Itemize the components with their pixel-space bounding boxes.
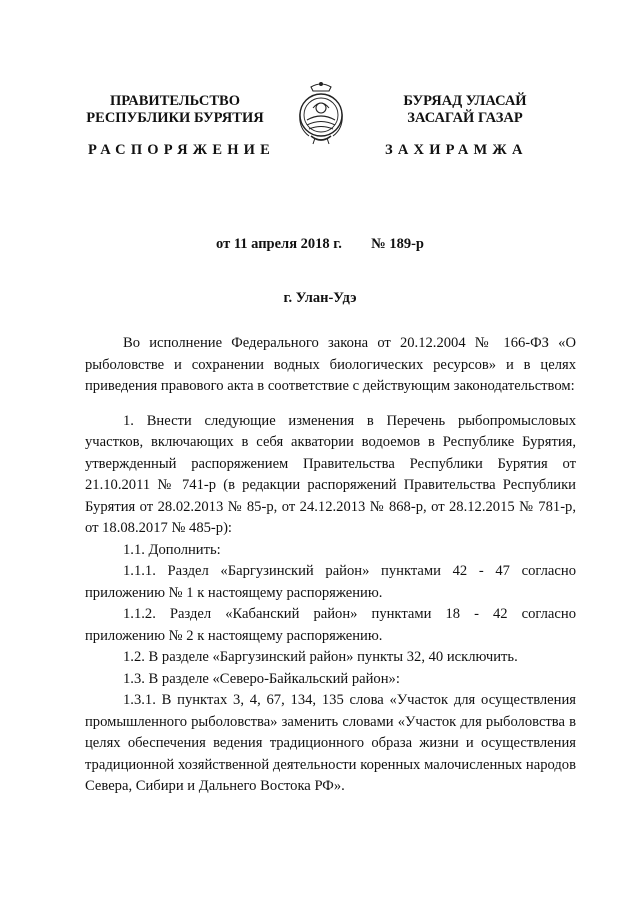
government-title-ru	[70, 93, 280, 127]
document-date-number	[0, 236, 640, 253]
government-title-bua	[360, 93, 570, 127]
item-1-1-paragraph: 1.1. Дополнить:	[123, 541, 221, 558]
item-1-paragraph: 1. Внести следующие изменения в Перечень рыбопромысловых участков, включающих в себя акватории водоемов в Республике Бурятия, утвержденный распоряжением Правительства Республики Бурятия от 21.10.2011 № 741-р (в редакции распоряжений Правительства Республики Бурятия от 28.02.2013 № 85-р, от 24.12.2013 № 868-р, от 28.12.2015 № 781-р, от 18.08.2017 № 485-р):	[85, 412, 576, 536]
item-1-1-1-paragraph: 1.1.1. Раздел «Баргузинский район» пунктами 42 - 47 согласно приложению № 1 к настоящему распоряжению.	[85, 563, 576, 601]
coat-of-arms-emblem	[293, 78, 349, 146]
document-date: от 11 апреля 2018 г.	[216, 236, 342, 252]
document-body	[85, 333, 576, 798]
item-1-3-1-paragraph: 1.3.1. В пунктах 3, 4, 67, 134, 135 слова «Участок для осуществления промышленного рыболовства» заменить словами «Участок для рыболовства в целях обеспечения ведения традиционного образа жизни и осуществления традиционной хозяйственной деятельности коренных малочисленных народов Севера, Сибири и Дальнего Востока РФ».	[85, 692, 576, 794]
document-number: № 189-р	[371, 236, 424, 252]
document-city: г. Улан-Удэ	[283, 290, 357, 306]
document-type-ru: РАСПОРЯЖЕНИЕ	[88, 142, 276, 158]
item-1-3-paragraph: 1.3. В разделе «Северо-Байкальский район»:	[123, 670, 400, 687]
government-title-ru-line1: ПРАВИТЕЛЬСТВО	[110, 93, 240, 109]
government-title-ru-line2: РЕСПУБЛИКИ БУРЯТИЯ	[86, 110, 264, 126]
preamble-paragraph: Во исполнение Федерального закона от 20.12.2004 № 166-ФЗ «О рыболовстве и сохранении водных биологических ресурсов» и в целях приведения правового акта в соответствие с действующим законодательством:	[85, 335, 576, 394]
government-title-bua-line2: ЗАСАГАЙ ГАЗАР	[407, 110, 523, 126]
government-title-bua-line1: БУРЯАД УЛАСАЙ	[403, 93, 527, 109]
document-type-bua: ЗАХИРАМЖА	[385, 142, 528, 158]
item-1-1-2-paragraph: 1.1.2. Раздел «Кабанский район» пунктами 18 - 42 согласно приложению № 2 к настоящему распоряжению.	[85, 606, 576, 644]
item-1-2-paragraph: 1.2. В разделе «Баргузинский район» пункты 32, 40 исключить.	[123, 649, 518, 665]
